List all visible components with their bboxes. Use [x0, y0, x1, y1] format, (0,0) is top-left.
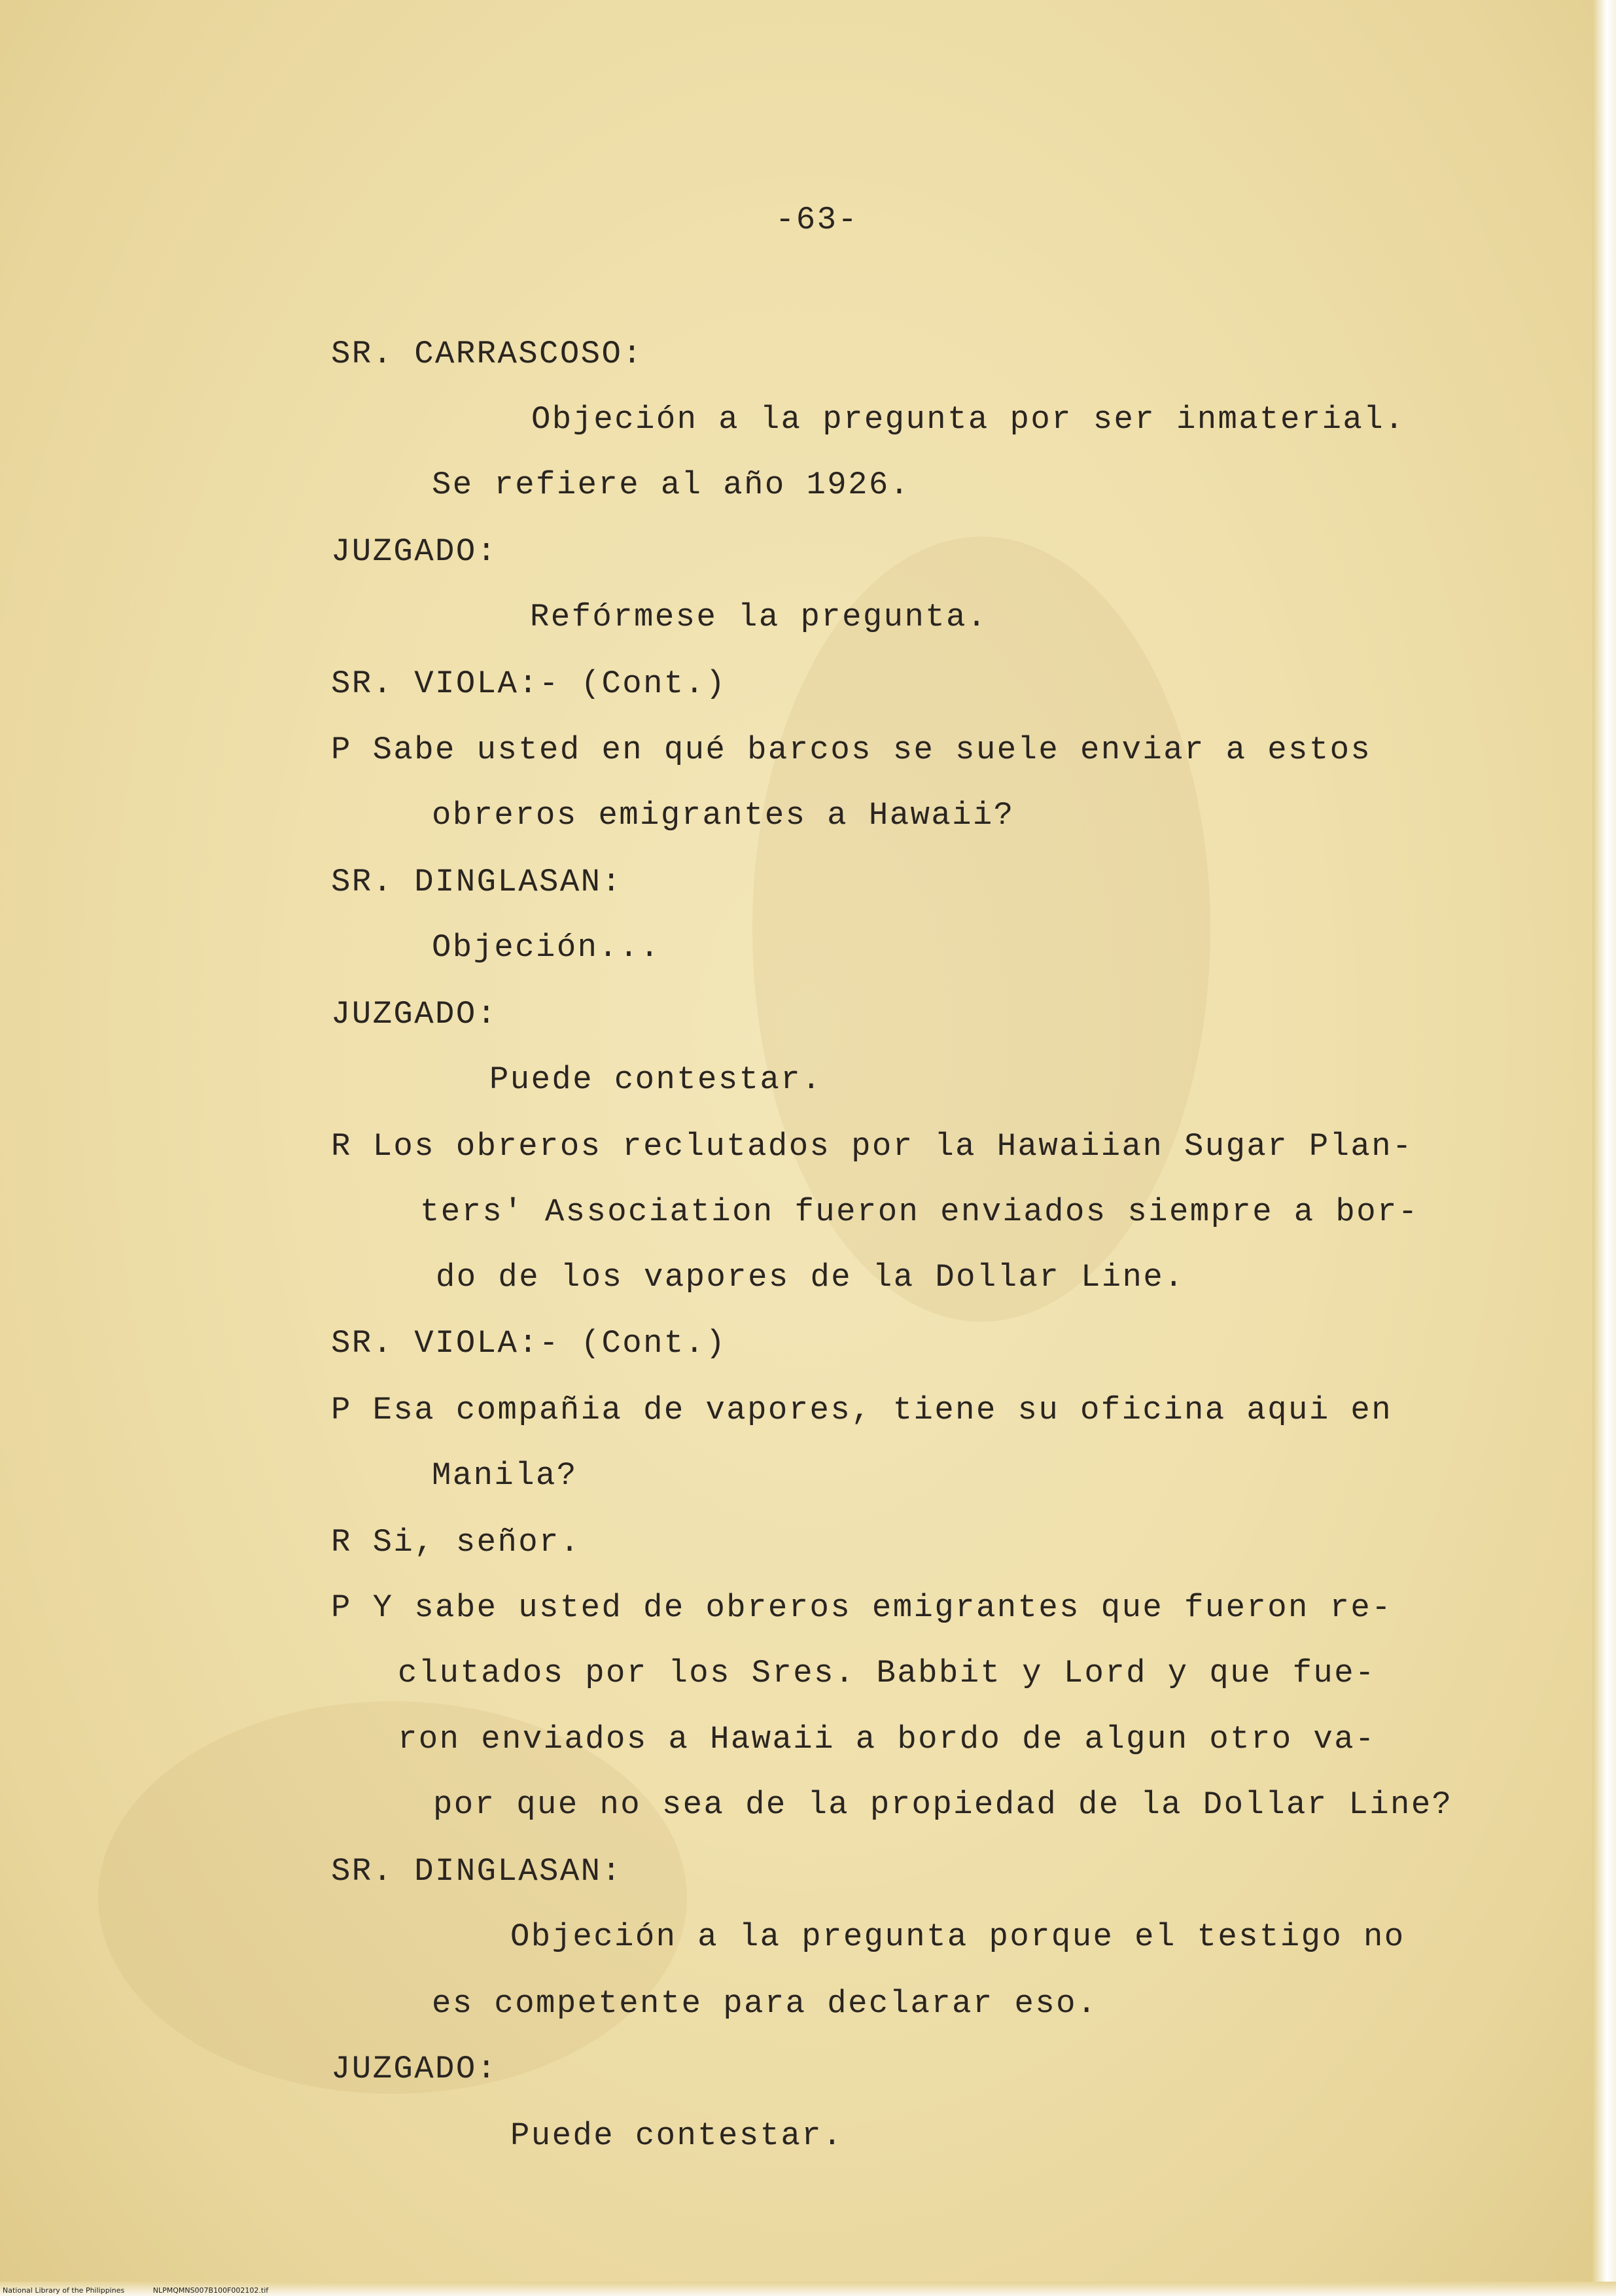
answer-line: R Si, señor.: [331, 1524, 581, 1561]
speaker-dinglasan: SR. DINGLASAN:: [331, 1853, 623, 1890]
library-credit: National Library of the Philippines: [3, 2286, 125, 2295]
speaker-juzgado: JUZGADO:: [331, 2051, 498, 2087]
objection-text-continued: es competente para declarar eso.: [432, 1985, 1098, 2022]
answer-line: R Los obreros reclutados por la Hawaiian Sugar Plan-: [331, 1128, 1413, 1165]
objection-text: Objeción...: [432, 929, 661, 966]
objection-text: Objeción a la pregunta porque el testigo no: [510, 1918, 1405, 1955]
question-line-continued: obreros emigrantes a Hawaii?: [432, 797, 1015, 834]
question-line: P Sabe usted en qué barcos se suele enviar a estos: [331, 732, 1372, 768]
question-line-continued: ron enviados a Hawaii a bordo de algun otro va-: [398, 1721, 1376, 1757]
objection-text-continued: Se refiere al año 1926.: [432, 467, 911, 503]
question-line: P Esa compañia de vapores, tiene su oficina aqui en: [331, 1392, 1393, 1428]
page-edge-right: [1592, 0, 1616, 2296]
answer-line-continued: do de los vapores de la Dollar Line.: [436, 1259, 1185, 1296]
page-number: -63-: [775, 202, 859, 238]
speaker-viola: SR. VIOLA:- (Cont.): [331, 665, 727, 702]
objection-text: Objeción a la pregunta por ser inmaterial.: [531, 401, 1405, 438]
answer-line-continued: ters' Association fueron enviados siempre a bor-: [420, 1193, 1419, 1230]
question-line-continued: clutados por los Sres. Babbit y Lord y que fue-: [398, 1655, 1376, 1691]
paper-stain: [98, 1701, 687, 2094]
speaker-carrascoso: SR. CARRASCOSO:: [331, 336, 644, 372]
speaker-juzgado: JUZGADO:: [331, 996, 498, 1033]
question-line-continued: por que no sea de la propiedad de la Dollar Line?: [433, 1786, 1453, 1823]
ruling-text: Refórmese la pregunta.: [530, 599, 988, 635]
archive-footer: [3, 2286, 294, 2295]
ruling-text: Puede contestar.: [510, 2117, 843, 2154]
ruling-text: Puede contestar.: [489, 1061, 822, 1098]
question-line-continued: Manila?: [432, 1457, 578, 1494]
question-line: P Y sabe usted de obreros emigrantes que fueron re-: [331, 1589, 1393, 1626]
speaker-viola: SR. VIOLA:- (Cont.): [331, 1325, 727, 1362]
speaker-juzgado: JUZGADO:: [331, 533, 498, 570]
speaker-dinglasan: SR. DINGLASAN:: [331, 864, 623, 900]
file-id: NLPMQMNS007B100F002102.tif: [152, 2286, 269, 2295]
